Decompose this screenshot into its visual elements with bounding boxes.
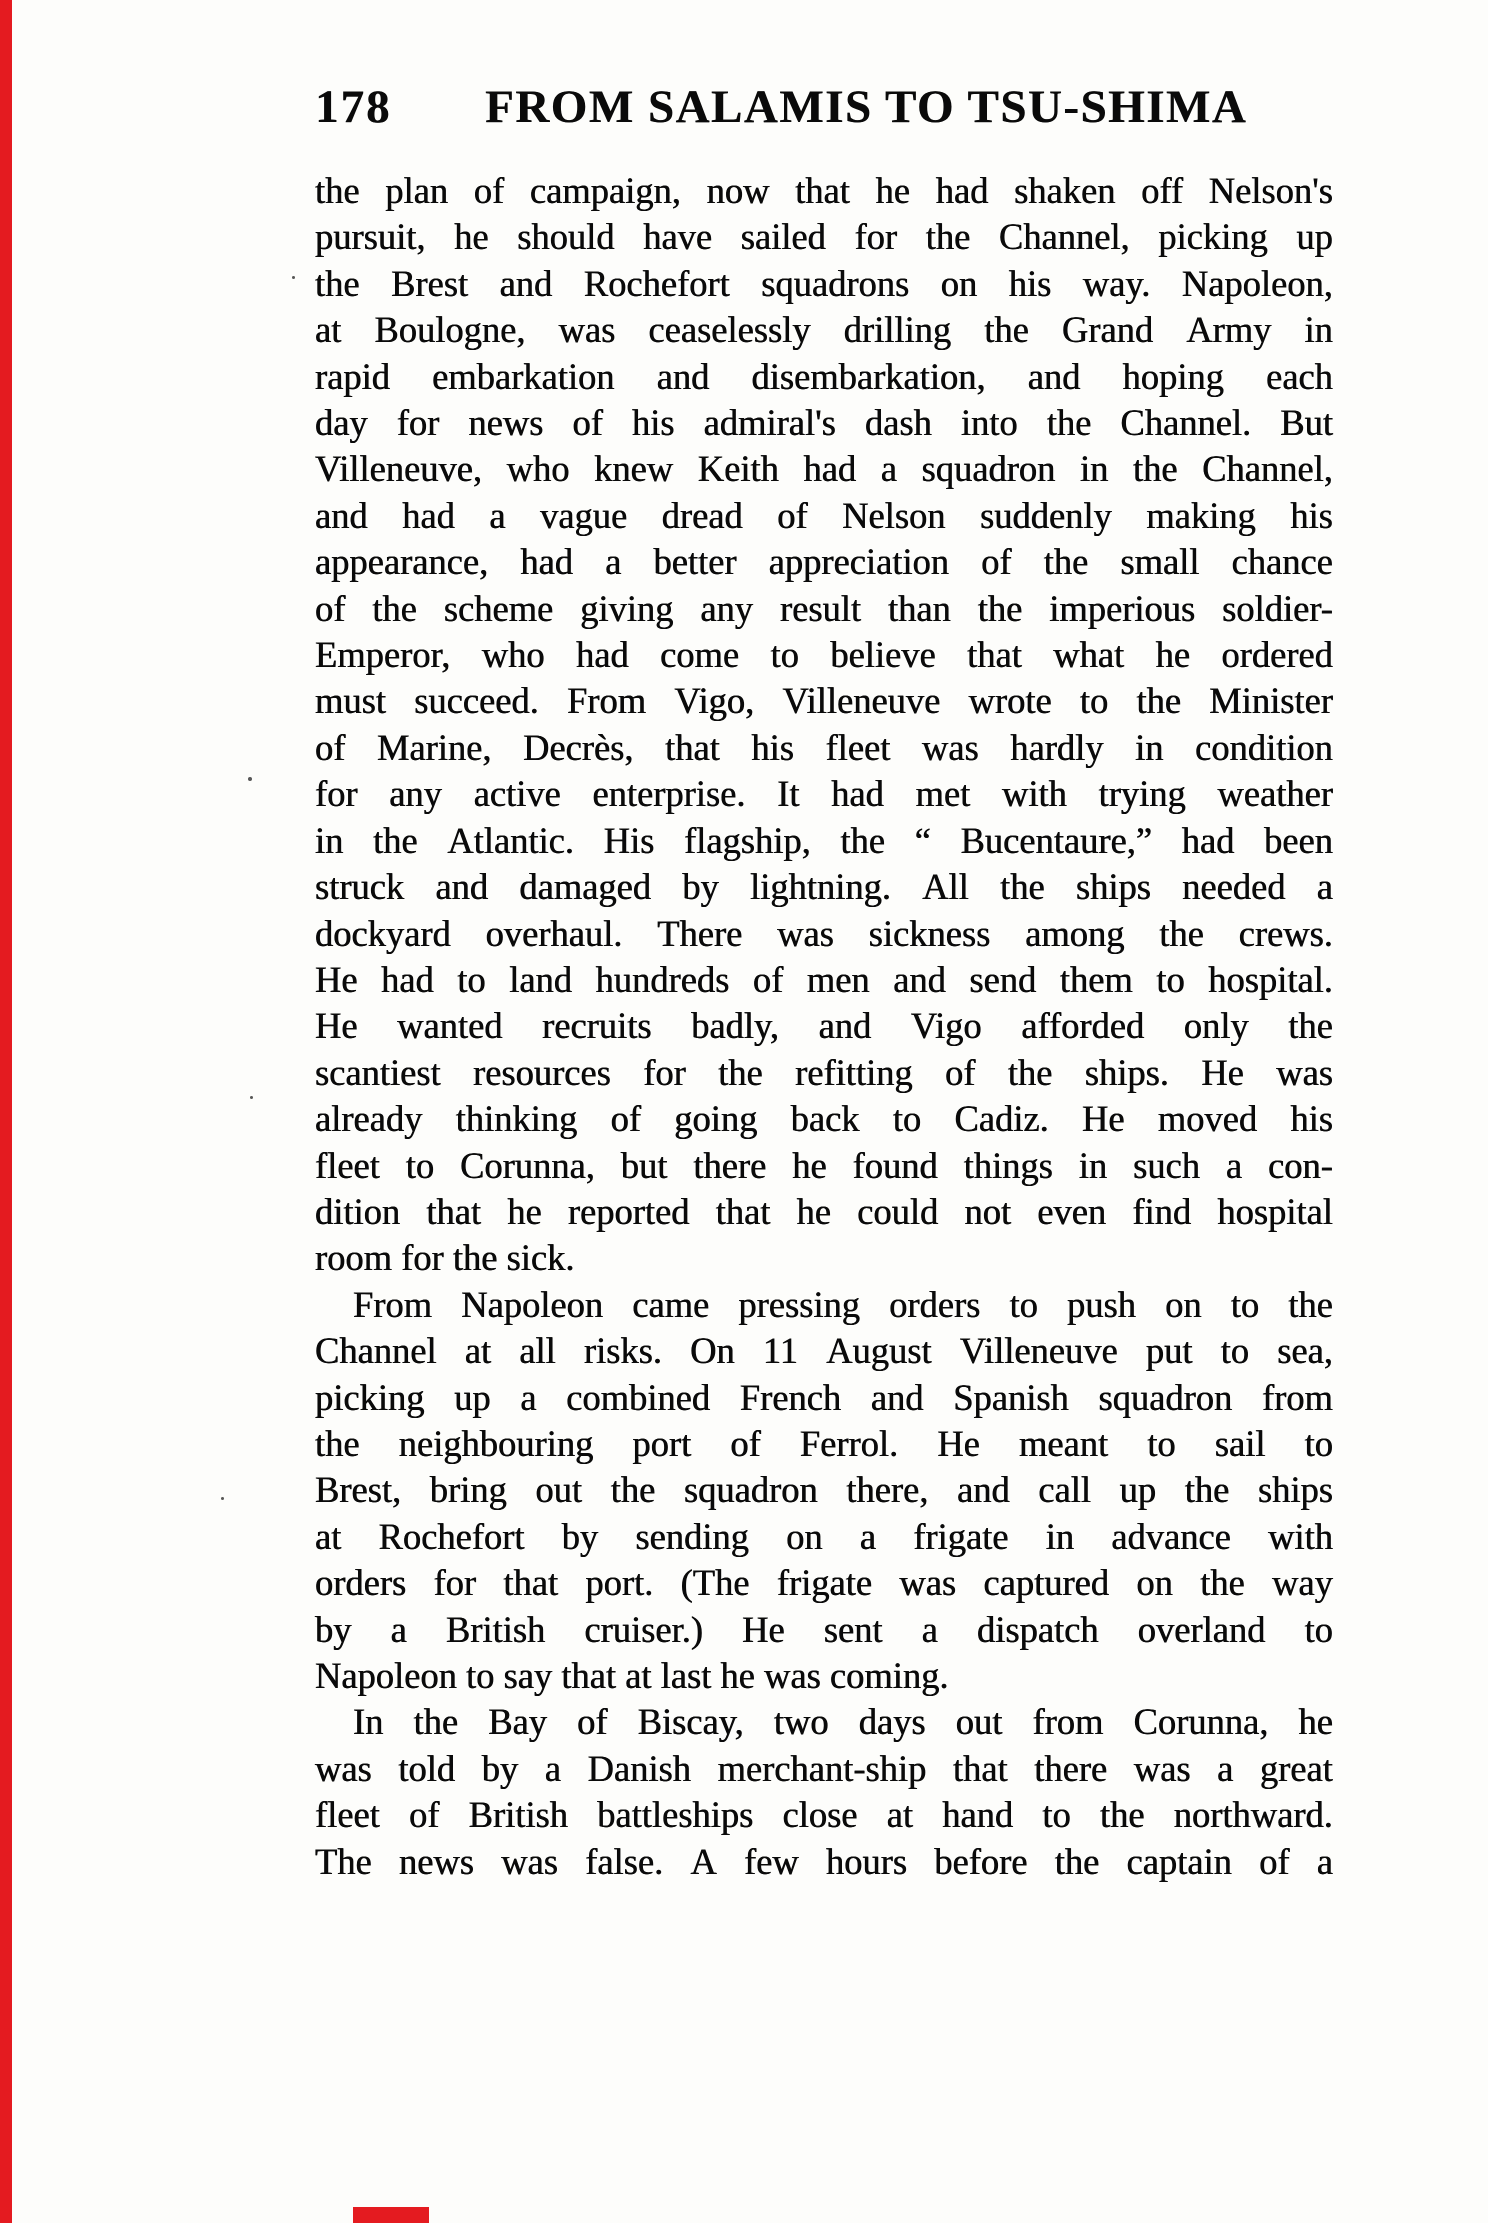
text-line: From Napoleon came pressing orders to push on to the bbox=[353, 1283, 1333, 1325]
text-line: the plan of campaign, now that he had shaken off Nelson's bbox=[315, 170, 1333, 211]
ink-speck bbox=[221, 1497, 224, 1500]
text-line: already thinking of going back to Cadiz. He moved his bbox=[315, 1098, 1333, 1140]
text-line: dockyard overhaul. There was sickness among the crews. bbox=[315, 912, 1333, 954]
text-line: struck and damaged by lightning. All the ships needed a bbox=[315, 866, 1333, 908]
page-number: 178 bbox=[315, 81, 392, 133]
book-cover-red-edge bbox=[0, 0, 12, 2223]
text-line: Napoleon to say that at last he was coming. bbox=[315, 1655, 949, 1696]
text-line: Villeneuve, who knew Keith had a squadron in the Channel, bbox=[315, 448, 1333, 490]
body-text bbox=[315, 168, 1333, 1885]
text-line: room for the sick. bbox=[315, 1237, 575, 1279]
text-line: by a British cruiser.) He sent a dispatch overland to bbox=[315, 1608, 1333, 1650]
text-line: in the Atlantic. His flagship, the “ Bucentaure,” had been bbox=[315, 819, 1333, 861]
book-cover-red-mark-bottom bbox=[353, 2207, 429, 2223]
text-line: He had to land hundreds of men and send them to hospital. bbox=[315, 958, 1333, 1000]
text-line: and had a vague dread of Nelson suddenly making his bbox=[315, 494, 1333, 536]
running-title: FROM SALAMIS TO TSU-SHIMA bbox=[485, 81, 1248, 133]
text-line: Emperor, who had come to believe that what he ordered bbox=[315, 634, 1333, 676]
text-line: of the scheme giving any result than the imperious soldier- bbox=[315, 587, 1333, 629]
text-line: rapid embarkation and disembarkation, and hoping each bbox=[315, 355, 1333, 397]
text-line: orders for that port. (The frigate was captured on the way bbox=[315, 1562, 1333, 1604]
text-line: appearance, had a better appreciation of the small chance bbox=[315, 541, 1333, 583]
page-header bbox=[0, 81, 1488, 134]
ink-speck bbox=[250, 1096, 253, 1099]
text-line: at Boulogne, was ceaselessly drilling the Grand Army in bbox=[315, 309, 1333, 351]
ink-speck bbox=[248, 777, 252, 781]
text-line: fleet of British battleships close at hand to the northward. bbox=[315, 1794, 1333, 1836]
ink-speck bbox=[292, 276, 295, 279]
text-line: pursuit, he should have sailed for the Channel, picking up bbox=[315, 216, 1333, 258]
text-line: was told by a Danish merchant-ship that there was a great bbox=[315, 1747, 1333, 1789]
text-line: The news was false. A few hours before the captain of a bbox=[315, 1840, 1333, 1882]
text-line: the Brest and Rochefort squadrons on his way. Napoleon, bbox=[315, 262, 1333, 304]
text-line: of Marine, Decrès, that his fleet was hardly in condition bbox=[315, 726, 1333, 768]
text-line: He wanted recruits badly, and Vigo afforded only the bbox=[315, 1005, 1333, 1047]
text-line: at Rochefort by sending on a frigate in advance with bbox=[315, 1515, 1333, 1557]
text-line: picking up a combined French and Spanish squadron from bbox=[315, 1376, 1333, 1418]
text-line: Brest, bring out the squadron there, and call up the ships bbox=[315, 1469, 1333, 1511]
text-line: Channel at all risks. On 11 August Villeneuve put to sea, bbox=[315, 1330, 1333, 1372]
text-line: dition that he reported that he could not even find hospital bbox=[315, 1190, 1333, 1232]
text-line: must succeed. From Vigo, Villeneuve wrote to the Minister bbox=[315, 680, 1333, 722]
text-line: for any active enterprise. It had met with trying weather bbox=[315, 773, 1333, 815]
text-line: scantiest resources for the refitting of the ships. He was bbox=[315, 1051, 1333, 1093]
text-line: fleet to Corunna, but there he found things in such a con- bbox=[315, 1144, 1333, 1186]
text-line: the neighbouring port of Ferrol. He meant to sail to bbox=[315, 1422, 1333, 1464]
text-line: day for news of his admiral's dash into the Channel. But bbox=[315, 402, 1333, 444]
text-line: In the Bay of Biscay, two days out from Corunna, he bbox=[353, 1701, 1333, 1743]
